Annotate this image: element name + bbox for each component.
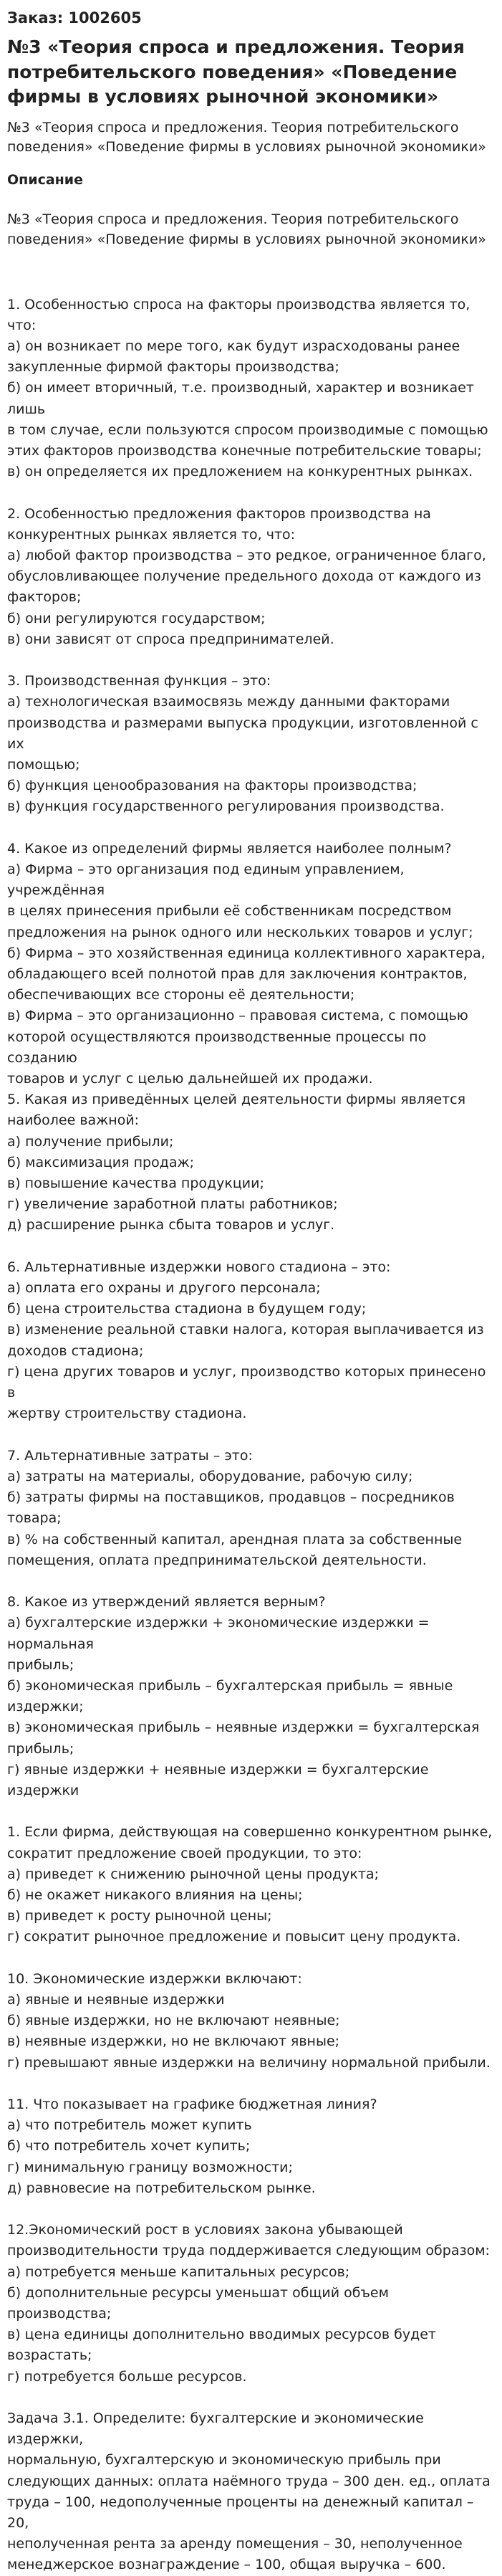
order-number: Заказ: 1002605 xyxy=(7,9,142,27)
page-title: №3 «Теория спроса и предложения. Теория потребительского поведения» «Поведение фирмы в условиях рыночной экономики» xyxy=(7,37,465,108)
description-heading: Описание xyxy=(7,171,84,188)
page-subtitle: №3 «Теория спроса и предложения. Теория потребительского поведения» «Поведение фирмы в условиях рыночной экономики» xyxy=(7,119,486,156)
description-content: 1. Особенностью спроса на факторы производства является то, что: а) он возникает по мере того, как будут израсходованы ранее закупленные фирмой факторы производства; б) он имеет вторичный, т.е. производный, характер и возникает лишь в том случае, если пользуются спросом производимые с помощью этих факторов производства конечные потребительские товары; в) он определяется их предложением на конкурентных рынках. 2. Особенностью предложения факторов производства на конкурентных рынках является то, что: а) любой фактор производства – это редкое, ограниченное благо, обусловливающее получение предельного дохода от каждого из факторов; б) они регулируются государством; в) они зависят от спроса предпринимателей. 3. Производственная функция – это: а) технологическая взаимосвязь между данными факторами производства и размерами выпуска продукции, изготовленной с их помощью; б) функция ценообразования на факторы производства; в) функция государственного регулирования производства. 4. Какое из определений фирмы является наиболее полным? а) Фирма – это организация под единым управлением, учреждённая в целях принесения прибыли её собственникам посредством предложения на рынок одного или нескольких товаров и услуг; б) Фирма – это хозяйственная единица коллективного характера, обладающего всей полнотой прав для заключения контрактов, обеспечивающих все стороны её деятельности; в) Фирма – это организационно – правовая система, с помощью которой осуществляются производственные процессы по созданию товаров и услуг с целью дальнейшей их продажи. 5. Какая из приведённых целей деятельности фирмы является наиболее важной: а) получение прибыли; б) максимизация продаж; в) повышение качества продукции; г) увеличение заработной платы работников; д) расширение рынка сбыта товаров и услуг. 6. Альтернативные издержки нового стадиона – это: а) оплата его охраны и другого персонала; б) цена строительства стадиона в будущем году; в) изменение реальной ставки налога, которая выплачивается из доходов стадиона; г) цена других товаров и услуг, производство которых принесено в жертву строительству стадиона. 7. Альтернативные затраты – это: а) затраты на материалы, оборудование, рабочую силу; б) затраты фирмы на поставщиков, продавцов – посредников товара; в) % на собственный капитал, арендная плата за собственные помещения, оплата предпринимательской деятельности. 8. Какое из утверждений является верным? а) бухгалтерские издержки + экономические издержки = нормальная прибыль; б) экономическая прибыль – бухгалтерская прибыль = явные издержки; в) экономическая прибыль – неявные издержки = бухгалтерская прибыль; г) явные издержки + неявные издержки = бухгалтерские издержки 1. Если фирма, действующая на совершенно конкурентном рынке, сократит предложение своей продукции, то это: а) приведет к снижению рыночной цены продукта; б) не окажет никакого влияния на цены; в) приведет к росту рыночной цены; г) сократит рыночное предложение и повысит цену продукта. 10. Экономические издержки включают: а) явные и неявные издержки б) явные издержки, но не включают неявные; в) неявные издержки, но не включают явные; г) превышают явные издержки на величину нормальной прибыли. 11. Что показывает на графике бюджетная линия? а) что потребитель может купить б) что потребитель хочет купить; г) минимальную границу возможности; д) равновесие на потребительском рынке. 12.Экономический рост в условиях закона убывающей производительности труда поддерживается следующим образом: а) потребуется меньше капитальных ресурсов; б) дополнительные ресурсы уменьшат общий объем производства; в) цена единицы дополнительно вводимых ресурсов будет возрастать; г) потребуется больше ресурсов. Задача 3.1. Определите: бухгалтерские и экономические издержки, нормальную, бухгалтерскую и экономическую прибыль при следующих данных: оплата наёмного труда – 300 ден. ед., оплата труда – 100, недополученные проценты на денежный капитал – 20, неполученная рента за аренду помещения – 30, неполученное менеджерское вознаграждение – 100, общая выручка – 600. xyxy=(7,296,493,2573)
description-intro: №3 «Теория спроса и предложения. Теория потребительского поведения» «Поведение фирмы в условиях рыночной экономики» xyxy=(7,211,486,247)
